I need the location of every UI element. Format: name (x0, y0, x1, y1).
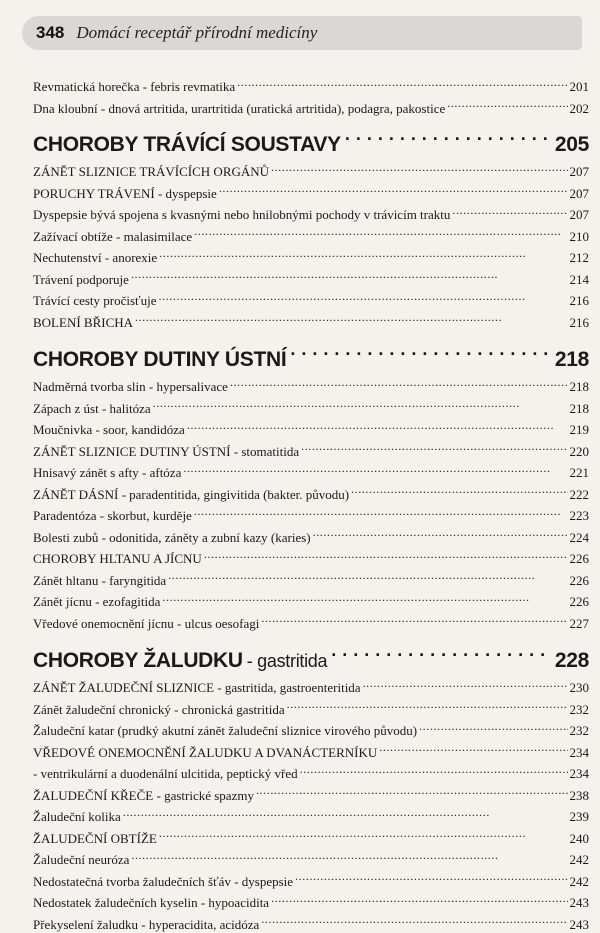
entry-title: Trávící cesty pročisťuje (33, 292, 157, 310)
page-number: 348 (36, 23, 64, 43)
entry-page-number: 214 (570, 271, 590, 289)
entry-title: PORUCHY TRÁVENÍ - dyspepsie (33, 185, 217, 203)
dot-leader (123, 804, 568, 821)
dot-leader (131, 267, 568, 284)
dot-leader (452, 202, 567, 219)
entry-page-number: 242 (570, 851, 590, 869)
toc-entry (33, 525, 589, 547)
section-title: CHOROBY TRÁVÍCÍ SOUSTAVY (33, 131, 341, 159)
section-heading (33, 129, 589, 159)
dot-leader (419, 718, 567, 735)
toc-entry (33, 589, 589, 611)
entry-title: Dna kloubní - dnová artritida, urartritida (uratická artritida), podagra, pakostice (33, 100, 445, 118)
entry-title: Moučnivka - soor, kandidóza (33, 421, 185, 439)
entry-title: Hnisavý zánět s afty - aftóza (33, 464, 181, 482)
dot-leader (313, 525, 568, 542)
toc-entry (33, 74, 589, 96)
toc-entry (33, 869, 589, 891)
toc-entry (33, 847, 589, 869)
toc-entry (33, 96, 589, 118)
toc-entry (33, 912, 589, 933)
dot-leader (168, 568, 567, 585)
dot-leader (271, 890, 567, 907)
entry-title: Trávení podporuje (33, 271, 129, 289)
toc-entry (33, 611, 589, 633)
dot-leader (230, 374, 568, 391)
entry-title: Nadměrná tvorba slin - hypersalivace (33, 378, 228, 396)
dot-leader (237, 74, 567, 91)
toc-entry (33, 202, 589, 224)
entry-title: ZÁNĚT SLIZNICE TRÁVÍCÍCH ORGÁNŮ (33, 163, 269, 181)
dot-leader (159, 826, 568, 843)
entry-page-number: 232 (570, 701, 590, 719)
entry-page-number: 212 (570, 249, 590, 267)
entry-page-number: 226 (570, 550, 590, 568)
entry-page-number: 216 (570, 314, 590, 332)
dot-leader (162, 589, 567, 606)
entry-title: Zažívací obtíže - malasimilace (33, 228, 192, 246)
dot-leader (194, 503, 568, 520)
toc-entry (33, 288, 589, 310)
dot-leader (183, 460, 567, 477)
entry-page-number: 240 (570, 830, 590, 848)
dot-leader (204, 546, 568, 563)
entry-page-number: 227 (570, 615, 590, 633)
toc-entry (33, 783, 589, 805)
toc-entry (33, 267, 589, 289)
dot-leader (331, 645, 551, 667)
toc-entry (33, 245, 589, 267)
entry-title: CHOROBY HLTANU A JÍCNU (33, 550, 202, 568)
entry-page-number: 218 (570, 400, 590, 418)
entry-title: Nedostatečná tvorba žaludečních šťáv - dyspepsie (33, 873, 293, 891)
entry-title: BOLENÍ BŘICHA (33, 314, 133, 332)
entry-title: Nechutenství - anorexie (33, 249, 157, 267)
dot-leader (379, 740, 567, 757)
dot-leader (301, 439, 567, 456)
entry-title: - ventrikulární a duodenální ulcitida, peptický vřed (33, 765, 298, 783)
entry-page-number: 207 (570, 185, 590, 203)
toc-entry (33, 417, 589, 439)
dot-leader (261, 912, 567, 929)
dot-leader (159, 288, 568, 305)
section-page-number: 228 (555, 647, 589, 675)
dot-leader (187, 417, 568, 434)
section-page-number: 205 (555, 131, 589, 159)
entry-title: ZÁNĚT DÁSNÍ - paradentitida, gingivitida (bakter. původu) (33, 486, 349, 504)
toc-entry (33, 675, 589, 697)
dot-leader (256, 783, 568, 800)
dot-leader (131, 847, 567, 864)
toc-entry (33, 396, 589, 418)
section-subtitle: - gastritida (247, 647, 327, 675)
entry-title: ZÁNĚT SLIZNICE DUTINY ÚSTNÍ - stomatitida (33, 443, 299, 461)
entry-page-number: 207 (570, 206, 590, 224)
entry-title: Paradentóza - skorbut, kurděje (33, 507, 192, 525)
dot-leader (261, 611, 567, 628)
entry-page-number: 221 (570, 464, 590, 482)
toc-entry (33, 503, 589, 525)
entry-page-number: 218 (570, 378, 590, 396)
dot-leader (351, 482, 567, 499)
dot-leader (287, 697, 568, 714)
toc-entry (33, 482, 589, 504)
entry-title: Žaludeční katar (prudký akutní zánět žaludeční sliznice virového původu) (33, 722, 417, 740)
entry-title: Zánět jícnu - ezofagitida (33, 593, 160, 611)
toc-entry (33, 718, 589, 740)
dot-leader (447, 96, 567, 113)
entry-title: Zánět žaludeční chronický - chronická gastritida (33, 701, 285, 719)
entry-page-number: 210 (570, 228, 590, 246)
entry-page-number: 239 (570, 808, 590, 826)
toc-entry (33, 159, 589, 181)
dot-leader (135, 310, 567, 327)
dot-leader (300, 761, 568, 778)
page-header (22, 16, 582, 50)
toc-entry (33, 697, 589, 719)
entry-page-number: 232 (570, 722, 590, 740)
section-heading (33, 344, 589, 374)
entry-title: Vředové onemocnění jícnu - ulcus oesofagi (33, 615, 259, 633)
toc-entry (33, 546, 589, 568)
entry-page-number: 243 (570, 894, 590, 912)
entry-page-number: 243 (570, 916, 590, 933)
entry-page-number: 226 (570, 572, 590, 590)
toc-entry (33, 826, 589, 848)
section-heading (33, 645, 589, 675)
entry-page-number: 242 (570, 873, 590, 891)
entry-page-number: 219 (570, 421, 590, 439)
section-title: CHOROBY ŽALUDKU (33, 647, 243, 675)
entry-title: ZÁNĚT ŽALUDEČNÍ SLIZNICE - gastritida, gastroenteritida (33, 679, 361, 697)
dot-leader (363, 675, 568, 692)
entry-title: Bolesti zubů - odonitida, záněty a zubní kazy (karies) (33, 529, 311, 547)
toc-entry (33, 804, 589, 826)
entry-page-number: 201 (570, 78, 590, 96)
entry-title: Překyselení žaludku - hyperacidita, acidóza (33, 916, 259, 933)
toc-entry (33, 181, 589, 203)
entry-page-number: 224 (570, 529, 590, 547)
dot-leader (345, 129, 551, 151)
toc-entry (33, 224, 589, 246)
entry-title: Žaludeční neuróza (33, 851, 129, 869)
entry-title: Zápach z úst - halitóza (33, 400, 151, 418)
dot-leader (219, 181, 568, 198)
entry-page-number: 226 (570, 593, 590, 611)
entry-title: VŘEDOVÉ ONEMOCNĚNÍ ŽALUDKU A DVANÁCTERNÍKU (33, 744, 377, 762)
entry-page-number: 220 (570, 443, 590, 461)
toc-entry (33, 761, 589, 783)
entry-page-number: 230 (570, 679, 590, 697)
entry-title: Dyspepsie bývá spojena s kvasnými nebo hnilobnými pochody v trávicím traktu (33, 206, 450, 224)
entry-title: ŽALUDEČNÍ KŘEČE - gastrické spazmy (33, 787, 254, 805)
table-of-contents (33, 74, 589, 933)
entry-title: Zánět hltanu - faryngitida (33, 572, 166, 590)
entry-page-number: 234 (570, 765, 590, 783)
entry-title: ŽALUDEČNÍ OBTÍŽE (33, 830, 157, 848)
dot-leader (271, 159, 567, 176)
entry-title: Žaludeční kolika (33, 808, 121, 826)
toc-entry (33, 374, 589, 396)
entry-page-number: 216 (570, 292, 590, 310)
entry-title: Revmatická horečka - febris revmatika (33, 78, 235, 96)
toc-entry (33, 460, 589, 482)
entry-page-number: 207 (570, 163, 590, 181)
book-title: Domácí receptář přírodní medicíny (76, 23, 317, 43)
dot-leader (290, 344, 550, 366)
dot-leader (159, 245, 567, 262)
entry-page-number: 234 (570, 744, 590, 762)
dot-leader (194, 224, 567, 241)
section-page-number: 218 (555, 346, 589, 374)
entry-page-number: 202 (570, 100, 590, 118)
section-title: CHOROBY DUTINY ÚSTNÍ (33, 346, 286, 374)
dot-leader (295, 869, 567, 886)
toc-entry (33, 568, 589, 590)
entry-page-number: 238 (570, 787, 590, 805)
entry-page-number: 222 (570, 486, 590, 504)
entry-page-number: 223 (570, 507, 590, 525)
toc-entry (33, 439, 589, 461)
dot-leader (153, 396, 568, 413)
toc-entry (33, 890, 589, 912)
toc-entry (33, 310, 589, 332)
entry-title: Nedostatek žaludečních kyselin - hypoacidita (33, 894, 269, 912)
toc-entry (33, 740, 589, 762)
